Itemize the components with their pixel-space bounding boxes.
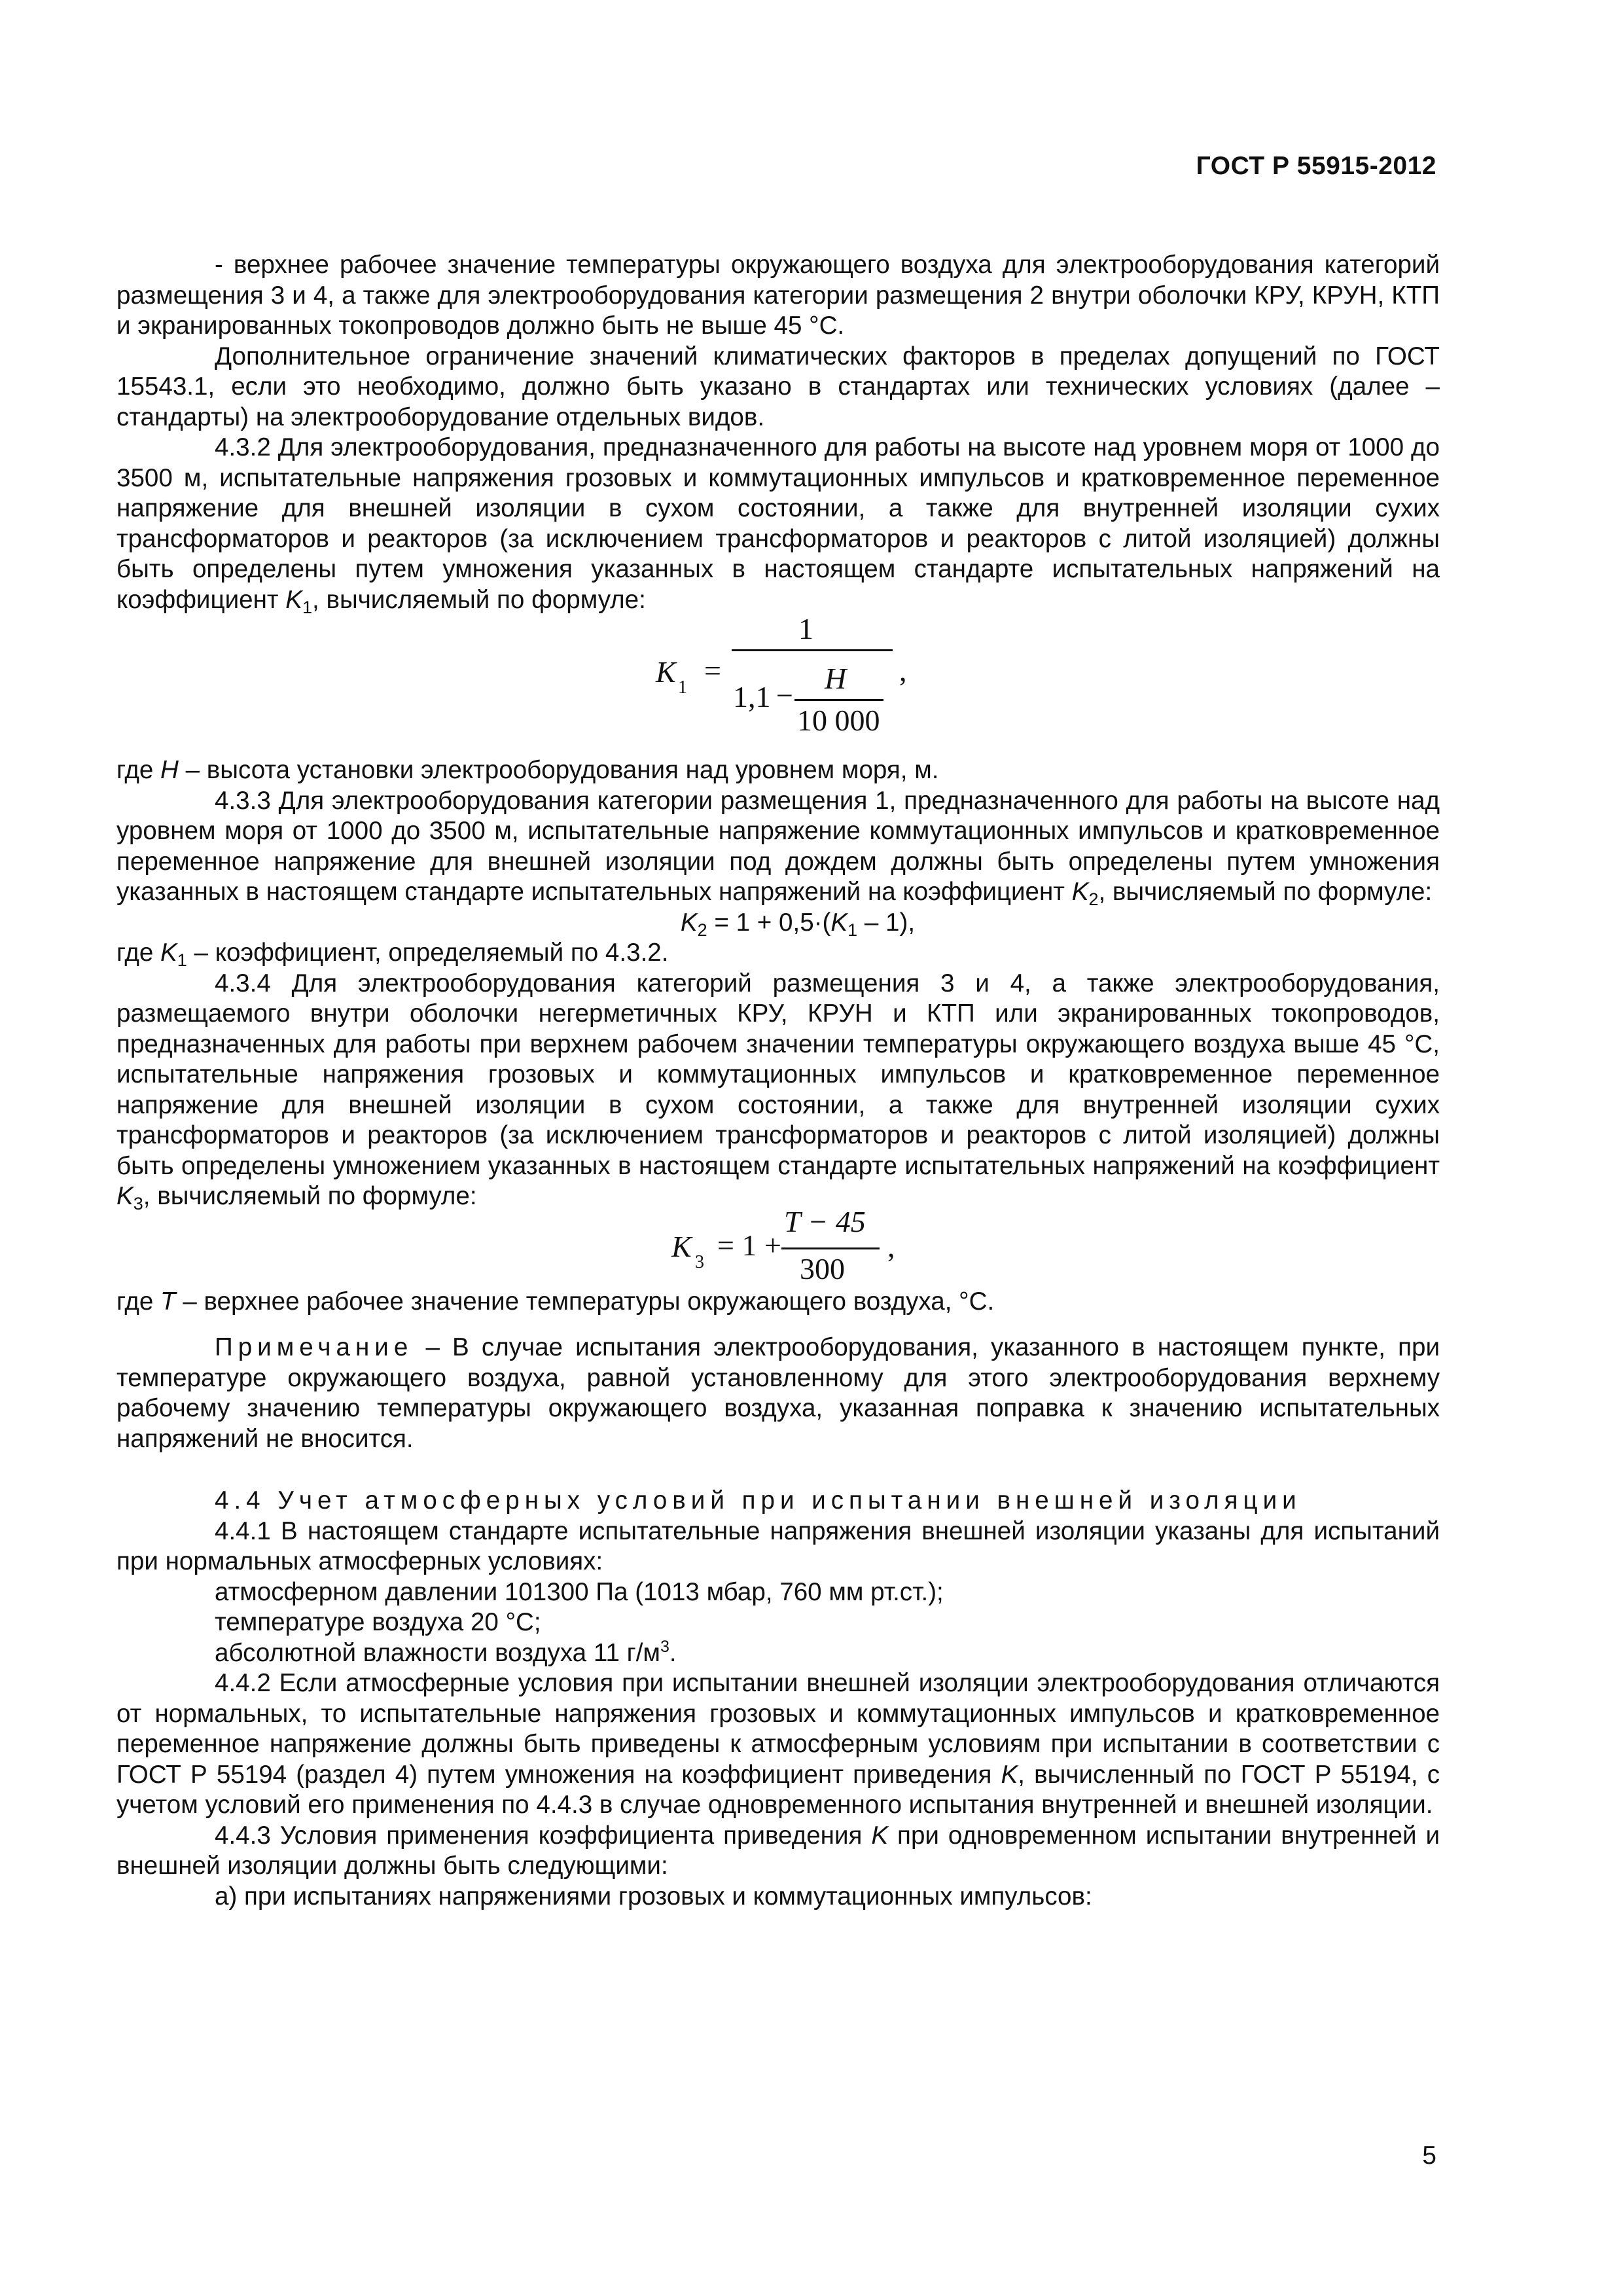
paragraph-4-3-3: 4.3.3 Для электрооборудования категории размещения 1, предназначенного для работы на высоте над уровнем моря от 1000 до 3500 м, испытательные напряжение коммутационных импульсов и кратковременное переменное напряжение для внешней изоляции под дождем должны быть определены путем умножения указанных в настоящем стандарте испытательных напряжений на коэффициент $K_2$, вычисляемый по формуле: [116, 786, 1440, 909]
formula-k2: $K_2 = 1 + 0,5\cdot(K_1 - 1)$, [680, 908, 916, 940]
list-item: атмосферном давлении 101300 Па (1013 мбар, 760 мм рт.ст.); [215, 1577, 944, 1606]
paragraph-where-h: где H – высота установки электрооборудования над уровнем моря, м. [116, 756, 939, 784]
paragraph-4-4-1: 4.4.1 В настоящем стандарте испытательные напряжения внешней изоляции указаны для испытаний при нормальных атмосферных условиях: [116, 1516, 1440, 1575]
formula-k1: K 1 = 1 1,1 − H 10 000 , [656, 612, 907, 737]
paragraph-4-4-3: 4.4.3 Условия применения коэффициента приведения K при одновременном испытании внутренней и внешней изоляции должны быть следующими: [116, 1821, 1440, 1880]
page-number: 5 [1422, 2142, 1436, 2170]
fraction-bar [732, 649, 893, 651]
note: Примечание – В случае испытания электрооборудования, указанного в настоящем пункте, при температуре окружающего воздуха, равной установленному для этого электрооборудования верхнему рабочему значению температуры окружающего воздуха, указанная поправка к значению испытательных напряжений не вносится. [116, 1333, 1440, 1453]
note-label: Примечание [215, 1333, 414, 1361]
fraction-bar [794, 699, 883, 701]
paragraph-where-k1: где $K_1$ – коэффициент, определяемый по 4.3.2. [116, 939, 669, 970]
paragraph: - верхнее рабочее значение температуры окружающего воздуха для электрооборудования категорий размещения 3 и 4, а также для электрооборудования категории размещения 2 внутри оболочки КРУ, КРУН, КТП и экранированных токопроводов должно быть не выше 45 °С. [116, 251, 1440, 340]
paragraph-4-3-4: 4.3.4 Для электрооборудования категорий размещения 3 и 4, а также электрооборудования, размещаемого внутри оболочки негерметичных КРУ, КРУН и КТП или экранированных токопроводов, предназначенных для работы при верхнем рабочем значении температуры окружающего воздуха выше 45 °С, испытательные напряжения грозовых и коммутационных импульсов и кратковременное переменное напряжение для внешней изоляции в сухом состоянии, а также для внутренней изоляции сухих трансформаторов и реакторов (за исключением трансформаторов и реакторов с литой изоляцией) должны быть определены умножением указанных в настоящем стандарте испытательных напряжений на коэффициент $K_3$, вычисляемый по формуле: [116, 969, 1440, 1213]
document-header: ГОСТ Р 55915-2012 [1196, 152, 1436, 180]
section-title-4-4: 4.4 Учет атмосферных условий при испытании внешней изоляции [215, 1486, 1302, 1515]
paragraph-4-4-2: 4.4.2 Если атмосферные условия при испытании внешней изоляции электрооборудования отличаются от нормальных, то испытательные напряжения грозовых и коммутационных импульсов и кратковременное переменное напряжение должны быть приведены к атмосферным условиям при испытании в соответствии с ГОСТ Р 55194 (раздел 4) путем умножения на коэффициент приведения K, вычисленный по ГОСТ Р 55194, с учетом условий его применения по 4.4.3 в случае одновременного испытания внутренней и внешней изоляции. [116, 1669, 1440, 1819]
formula-k3: K 3 = 1 + T − 45 300 , [671, 1204, 895, 1285]
list-item: а) при испытаниях напряжениями грозовых и коммутационных импульсов: [215, 1882, 1092, 1910]
paragraph-4-3-2: 4.3.2 Для электрооборудования, предназначенного для работы на высоте над уровнем моря от 1000 до 3500 м, испытательные напряжения грозовых и коммутационных импульсов и кратковременное переменное напряжение для внешней изоляции в сухом состоянии, а также для внутренней изоляции сухих трансформаторов и реакторов (за исключением трансформаторов и реакторов с литой изоляцией) должны быть определены путем умножения указанных в настоящем стандарте испытательных напряжений на коэффициент $K_1$, вычисляемый по формуле: [116, 433, 1440, 617]
fraction-bar [781, 1247, 880, 1249]
list-item: абсолютной влажности воздуха 11 $г/м^3$. [215, 1637, 677, 1667]
paragraph: Дополнительное ограничение значений климатических факторов в пределах допущений по ГОСТ 15543.1, если это необходимо, должно быть указано в стандартах или технических условиях (далее – стандарты) на электрооборудование отдельных видов. [116, 342, 1440, 431]
list-item: температуре воздуха 20 °С; [215, 1608, 541, 1636]
paragraph-where-t: где T – верхнее рабочее значение температуры окружающего воздуха, °С. [116, 1287, 995, 1316]
document-body [116, 250, 1440, 1912]
